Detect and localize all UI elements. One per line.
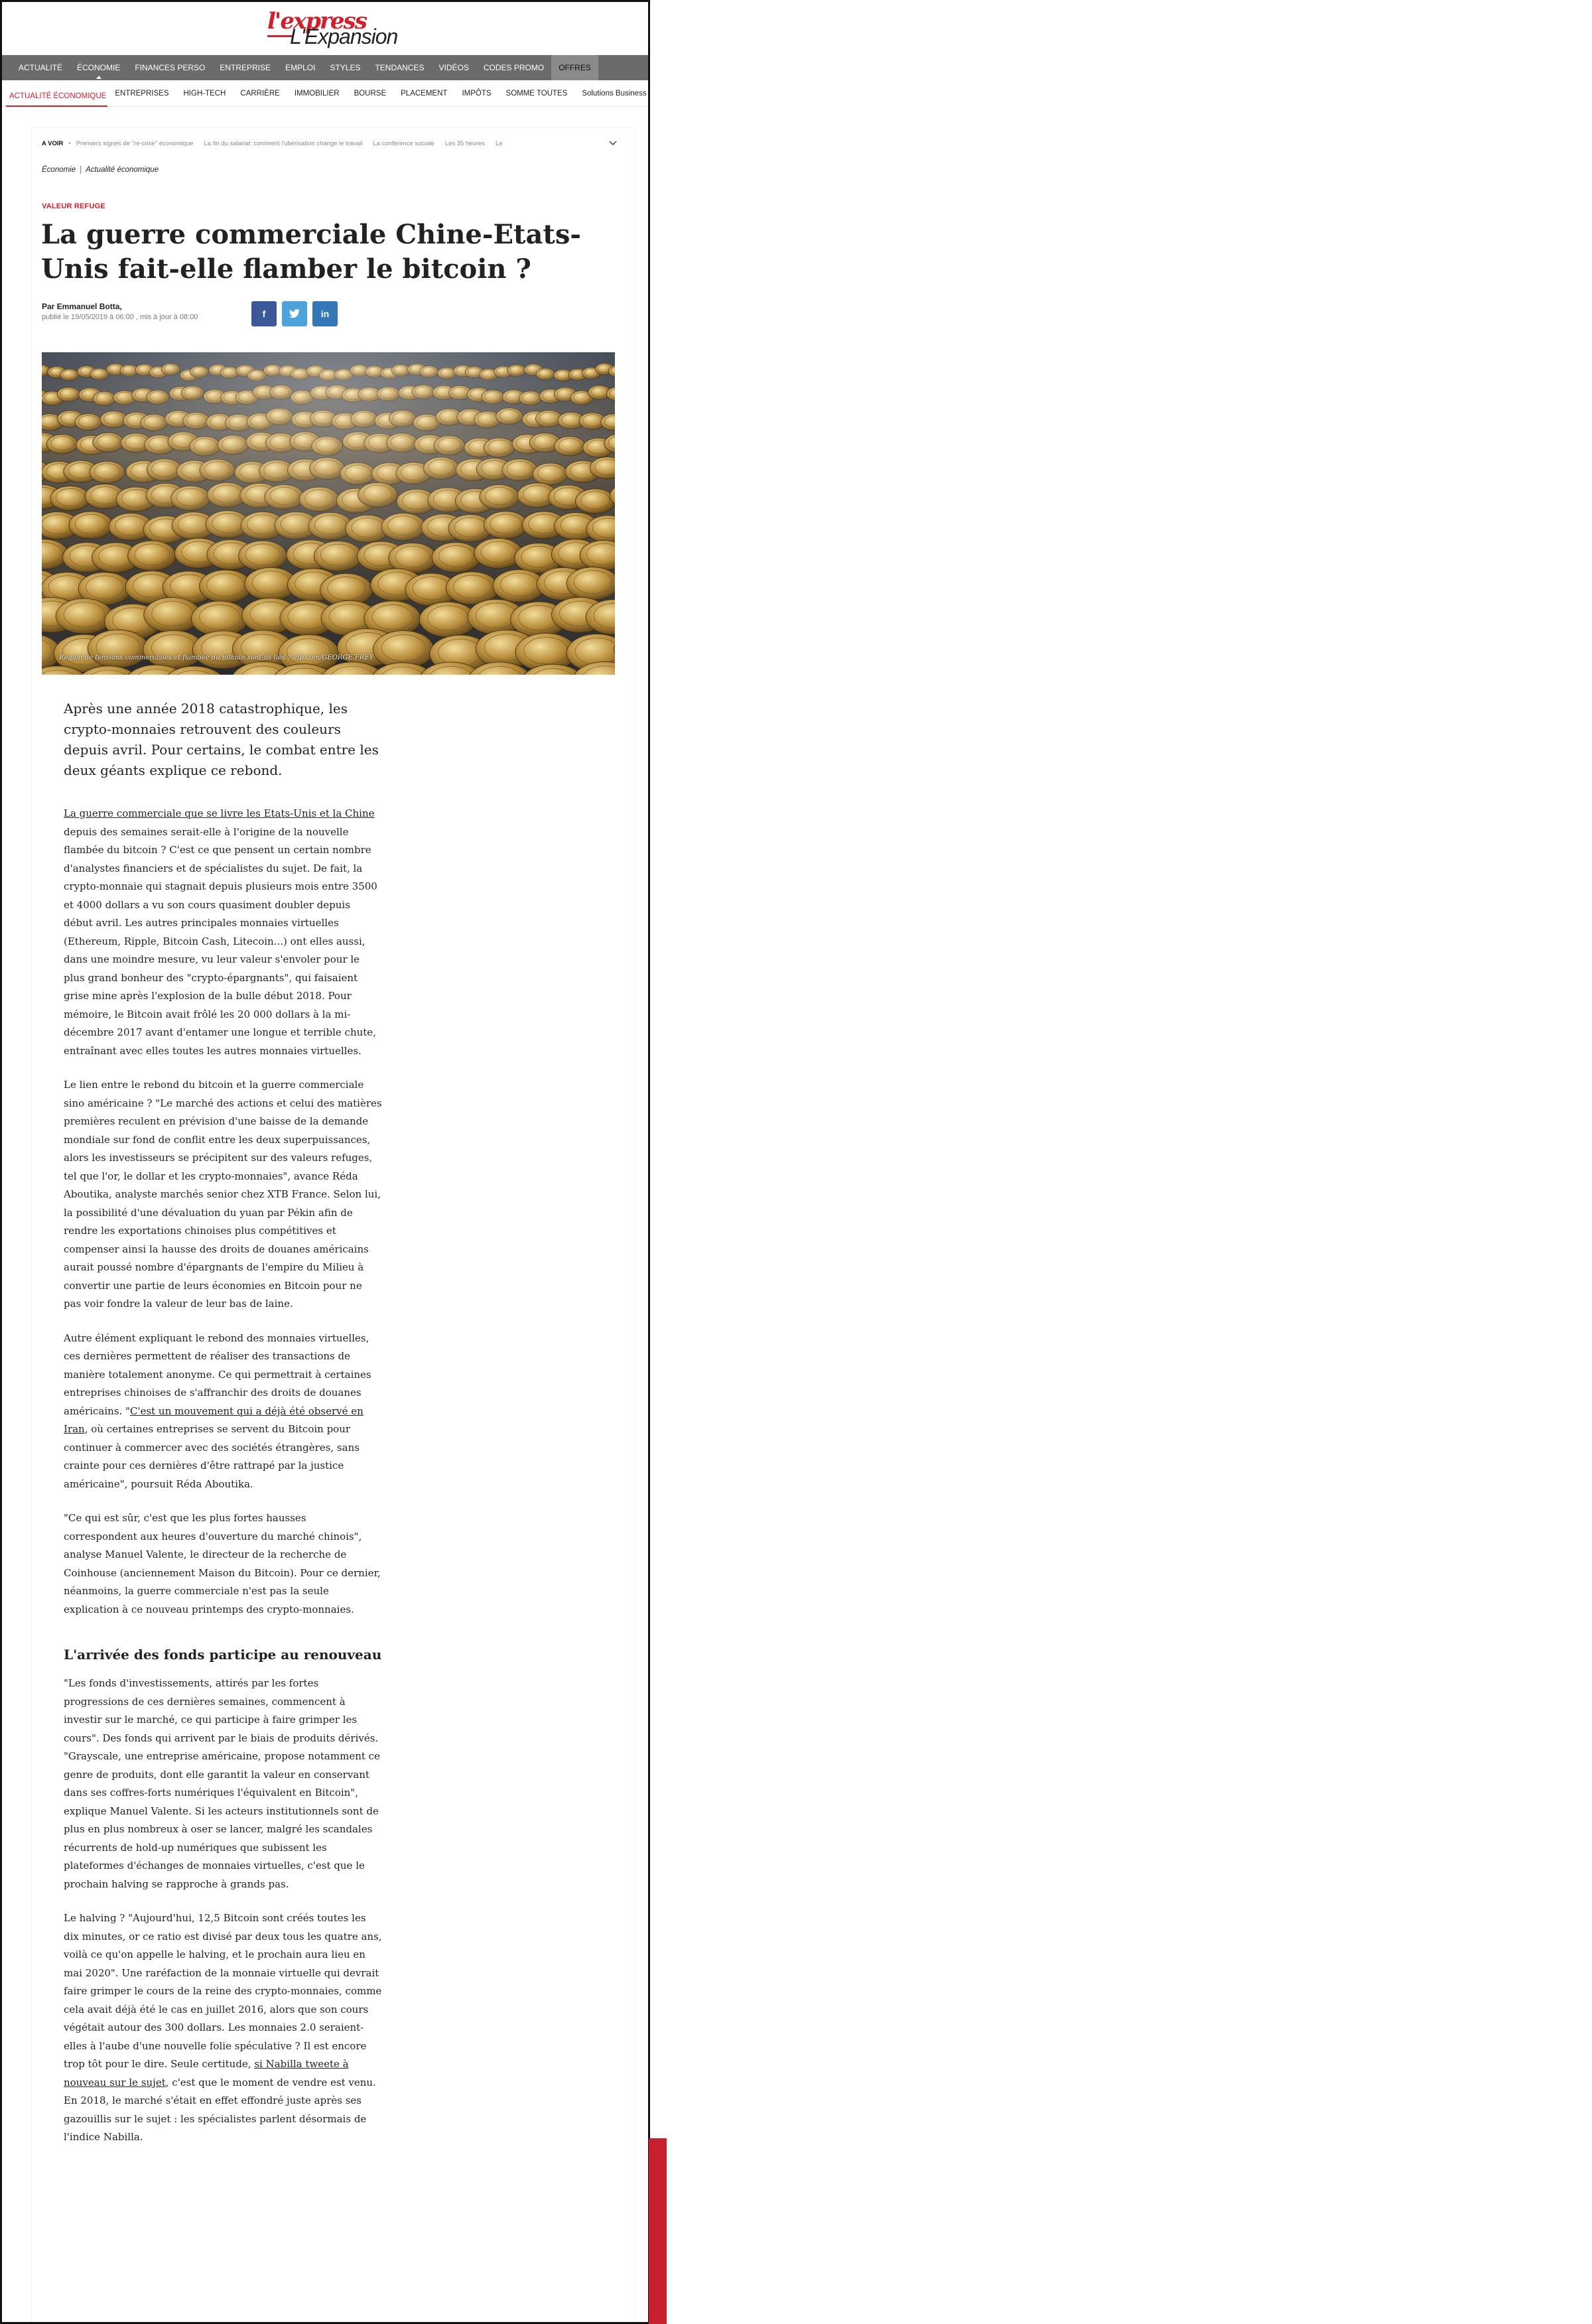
nav-item-offres[interactable]: OFFRES (551, 55, 598, 80)
nav-item-finances-perso[interactable]: FINANCES PERSO (135, 63, 206, 72)
subnav-item-solutions-business[interactable]: Solutions Business (582, 89, 647, 98)
share-buttons (251, 301, 338, 326)
logo-express: l'express (267, 8, 366, 34)
subnav-item-somme-toutes[interactable]: SOMME TOUTES (505, 89, 568, 98)
side-ad-block[interactable] (649, 2138, 667, 2324)
paragraph: "Les fonds d'investissements, attirés par les fortes progressions de ces dernières semaines, commencent à investir sur le marché, ce qui participe à faire grimper les cours". Des fonds qui arrivent par le biais de produits dérivés. "Grayscale, une entreprise américaine, propose notamment ce genre de produits, dont elle garantit la valeur en conservant dans ses coffres-forts numériques l'équivalent en Bitcoin", explique Manuel Valente. Si les acteurs institutionnels sont de plus en plus nombreux à oser se lancer, malgré les scandales récurrents de hold-up numériques que subissent les plateformes d'échanges de monnaies virtuelles, c'est que le prochain halving se rapproche à grands pas. (64, 1677, 380, 1890)
subnav-item-bourse[interactable]: BOURSE (354, 89, 387, 98)
hero-image (42, 352, 615, 675)
breadcrumb-link-economie[interactable]: Économie (42, 166, 76, 174)
publish-dates: publié le 19/05/2019 à 06:00 , mis à jour à 08:00 (42, 313, 198, 321)
subnav-item-placement[interactable]: PLACEMENT (401, 89, 448, 98)
article-title: La guerre commerciale Chine-Etats-Unis fait-elle flamber le bitcoin ? (41, 219, 581, 285)
inline-link[interactable]: C'est un mouvement qui a déjà été observé en Iran (64, 1404, 364, 1435)
site-logo[interactable] (267, 8, 398, 48)
facebook-icon: f (262, 308, 266, 319)
inline-link[interactable]: si Nabilla tweete à nouveau sur le sujet (64, 2058, 349, 2088)
breadcrumb-separator: | (80, 166, 82, 174)
paragraph-text: , c'est que le moment de vendre est venu. En 2018, le marché s'était en effet effondré juste après ses gazouillis sur le sujet : les spécialistes parlent désormais de l'indice Nabilla. (64, 2076, 376, 2143)
a-voir-link[interactable]: La fin du salariat: comment l'ubérisation change le travail (204, 139, 363, 147)
chevron-down-icon[interactable] (607, 137, 619, 149)
subnav-item-impots[interactable]: IMPÔTS (462, 89, 492, 98)
subnav-item-entreprises[interactable]: ENTREPRISES (115, 89, 169, 98)
article-card (32, 128, 635, 2324)
a-voir-label: A VOIR (42, 139, 64, 147)
nav-item-economie[interactable]: ÉCONOMIE (70, 55, 127, 80)
bullet-icon: • (68, 139, 71, 147)
subnav-item-actualite-economique[interactable]: ACTUALITÉ ÉCONOMIQUE (6, 87, 107, 107)
paragraph-text: Le halving ? "Aujourd'hui, 12,5 Bitcoin sont créés toutes les dix minutes, or ce ratio est divisé par deux tous les quatre ans, voilà ce qu'on appelle le halving, et le prochain aura lieu en mai 2020". Une raréfaction de la monnaie virtuelle qui devrait faire grimper le cours de la reine des crypto-monnaies, comme cela avait déjà été le cas en juillet 2016, alors que son cours végétait autour des 300 dollars. Les monnaies 2.0 seraient-elles à l'aube d'une nouvelle folie spéculative ? Il est encore trop tôt pour le dire. Seule certitude, (64, 1912, 382, 2070)
a-voir-link[interactable]: Premiers signes de "re-crise" économique (76, 139, 194, 147)
primary-nav (2, 55, 648, 80)
nav-item-entreprise[interactable]: ENTREPRISE (220, 63, 271, 72)
hero-caption: Regain de tensions commerciales et flambée du bitcoin sont-ils liés ? afp.com/GEORGE FREY (59, 654, 374, 661)
subnav-item-carriere[interactable]: CARRIÈRE (240, 89, 280, 98)
paragraph: "Ce qui est sûr, c'est que les plus fortes hausses correspondent aux heures d'ouverture du marché chinois", analyse Manuel Valente, le directeur de la recherche de Coinhouse (anciennement Maison du Bitcoin). Pour ce dernier, néanmoins, la guerre commerciale n'est pas la seule explication à ce nouveau printemps des crypto-monnaies. (64, 1512, 381, 1615)
breadcrumb-link-actualite[interactable]: Actualité économique (86, 166, 159, 174)
a-voir-link[interactable]: La conférence sociale (373, 139, 434, 147)
paragraph (64, 805, 382, 1060)
twitter-share-button[interactable] (282, 301, 307, 326)
nav-item-actualite[interactable]: ACTUALITÉ (19, 63, 63, 72)
nav-item-tendances[interactable]: TENDANCES (375, 63, 425, 72)
subnav-item-high-tech[interactable]: HIGH-TECH (183, 89, 226, 98)
nav-item-videos[interactable]: VIDÉOS (438, 63, 469, 72)
nav-item-codes-promo[interactable]: CODES PROMO (483, 63, 545, 72)
byline (42, 302, 198, 321)
secondary-nav (2, 80, 648, 107)
article-lead: Après une année 2018 catastrophique, les crypto-monnaies retrouvent des couleurs depuis avril. Pour certains, le combat entre les deux géants explique ce rebond. (64, 701, 379, 778)
page-frame (0, 0, 650, 2324)
paragraph: Le lien entre le rebond du bitcoin et la guerre commerciale sino américaine ? "Le marché des actions et celui des matières premières reculent en prévision d'une baisse de la demande mondiale sur fond de conflit entre les deux superpuissances, alors les investisseurs se précipitent sur des valeurs refuges, tel que l'or, le dollar et les crypto-monnaies", avance Réda Aboutika, analyste marchés senior chez XTB France. Selon lui, la possibilité d'une dévaluation du yuan par Pékin afin de rendre les exportations chinoises plus compétitives et compenser ainsi la hausse des droits de douanes américains aurait poussé nombre d'épargnants de l'empire du Milieu à convertir une partie de leurs économies en Bitcoin pour ne pas voir fondre la valeur de leur bas de laine. (64, 1079, 382, 1310)
a-voir-bar (42, 136, 619, 151)
paragraph-text: Autre élément expliquant le rebond des monnaies virtuelles, ces dernières permettent de réaliser des transactions de manière totalement anonyme. Ce qui permettrait à certaines entreprises chinoises de s'affranchir des droits de douanes américains. " (64, 1332, 371, 1417)
nav-item-emploi[interactable]: EMPLOI (285, 63, 316, 72)
linkedin-share-button[interactable] (312, 301, 338, 326)
paragraph (64, 1330, 382, 1494)
paragraph-text: depuis des semaines serait-elle à l'origine de la nouvelle flambée du bitcoin ? C'est ce que pensent un certain nombre d'analystes financiers et de spécialistes du sujet. De fait, la crypto-monnaie qui stagnait depuis plusieurs mois entre 3500 et 4000 dollars a vu son cours quasiment doubler depuis début avril. Les autres principales monnaies virtuelles (Ethereum, Ripple, Bitcoin Cash, Litecoin...) ont elles aussi, dans une moindre mesure, vu leur valeur s'envoler pour le plus grand bonheur des "crypto-épargnants", qui faisaient grise mine après l'explosion de la bulle début 2018. Pour mémoire, le Bitcoin avait frôlé les 20 000 dollars à la mi-décembre 2017 avant d'entamer une longue et terrible chute, entraînant avec elles toutes les autres monnaies virtuelles. (64, 825, 377, 1057)
bitcoin-coins-photo (42, 352, 615, 675)
nav-item-styles[interactable]: STYLES (330, 63, 361, 72)
a-voir-link[interactable]: Le (496, 139, 503, 147)
paragraph (64, 1909, 382, 2147)
logo-expansion: L'Expansion (290, 25, 398, 48)
paragraph-text: , où certaines entreprises se servent du Bitcoin pour continuer à commercer avec des sociétés étrangères, sans crainte pour ces dernières d'être rattrapé par la justice américaine", poursuit Réda Aboutika. (64, 1423, 360, 1490)
inline-link[interactable]: La guerre commerciale que se livre les Etats-Unis et la Chine (64, 807, 375, 819)
article-body (64, 699, 382, 2163)
logo-underline (267, 35, 293, 37)
article-kicker[interactable]: VALEUR REFUGE (42, 202, 105, 210)
subnav-item-immobilier[interactable]: IMMOBILIER (294, 89, 340, 98)
breadcrumb (42, 166, 159, 174)
linkedin-icon: in (320, 308, 330, 319)
twitter-icon (289, 309, 300, 318)
author-name[interactable]: Par Emmanuel Botta, (42, 302, 122, 311)
section-heading: L'arrivée des fonds participe au renouveau (64, 1647, 382, 1663)
a-voir-link[interactable]: Les 35 heures (444, 139, 486, 147)
facebook-share-button[interactable] (251, 301, 277, 326)
